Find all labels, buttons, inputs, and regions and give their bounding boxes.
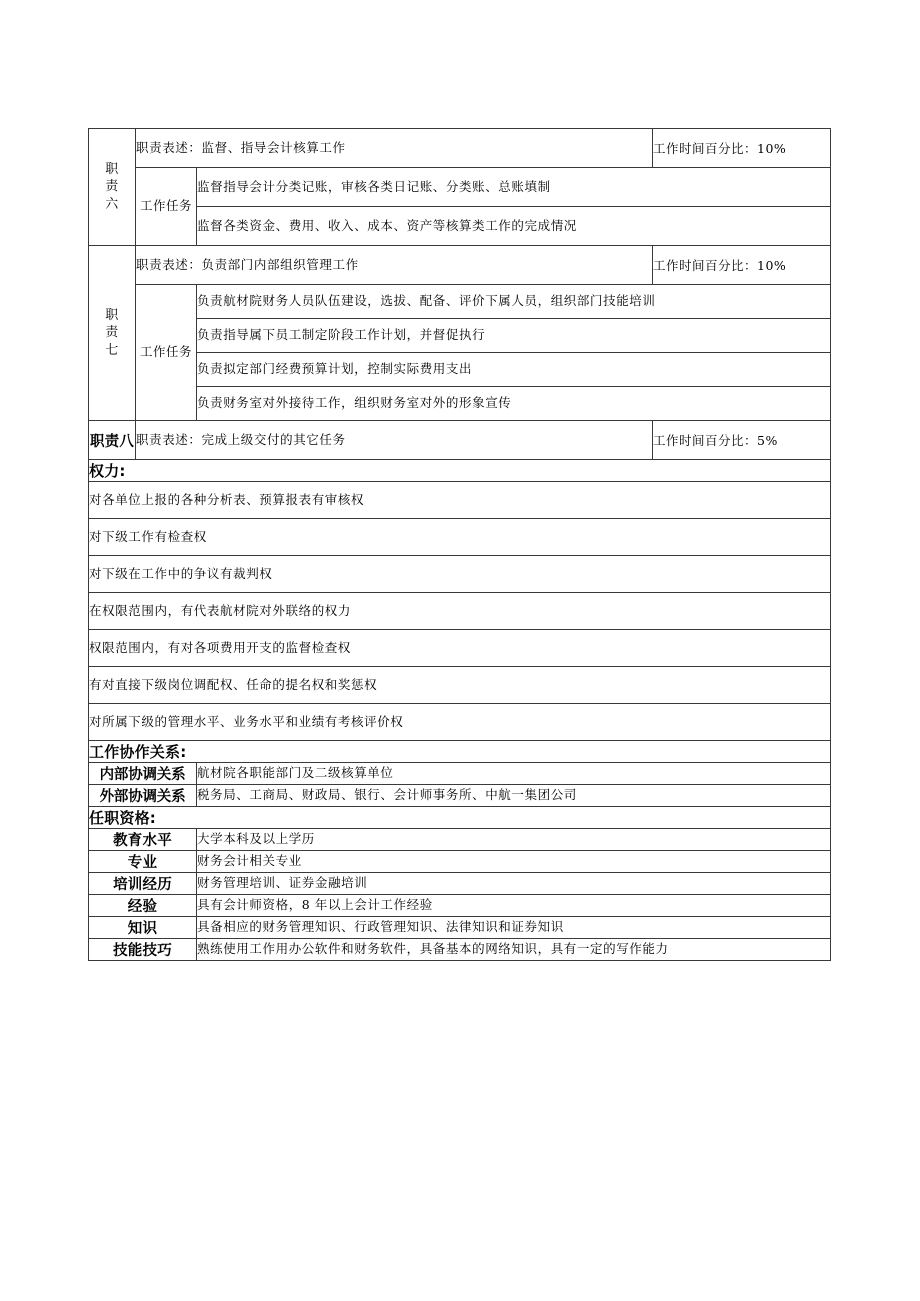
cooperation-row [89,763,831,785]
duty-seven-task-2: 负责指导属下员工制定阶段工作计划，并督促执行 [197,319,831,353]
duty-seven-tasks-label: 工作任务 [136,285,197,421]
duty-label-seven: 职 责 七 [89,246,136,421]
qualification-value-training: 财务管理培训、证券金融培训 [197,873,831,895]
duty-seven-statement: 职责表述：负责部门内部组织管理工作 [136,246,653,285]
document-page [88,128,830,961]
internal-coordination-value: 航材院各职能部门及二级核算单位 [197,763,831,785]
qualification-row [89,873,831,895]
external-coordination-value: 税务局、工商局、财政局、银行、会计师事务所、中航一集团公司 [197,785,831,807]
authority-heading: 权力: [89,460,831,482]
duty-task-row [89,319,831,353]
duty-statement-row [89,129,831,168]
duty-six-time-percent: 工作时间百分比：10% [653,129,831,168]
authority-item: 有对直接下级岗位调配权、任命的提名权和奖惩权 [89,667,831,704]
qualification-label-knowledge: 知识 [89,917,197,939]
duty-task-row [89,353,831,387]
qualification-value-major: 财务会计相关专业 [197,851,831,873]
cooperation-row [89,785,831,807]
duty-label-eight: 职责八 [89,421,136,460]
duty-eight-time-percent: 工作时间百分比：5% [653,421,831,460]
authority-item: 对所属下级的管理水平、业务水平和业绩有考核评价权 [89,704,831,741]
duty-seven-task-4: 负责财务室对外接待工作，组织财务室对外的形象宣传 [197,387,831,421]
authority-item-row [89,704,831,741]
qualification-row [89,917,831,939]
authority-item-row [89,593,831,630]
qualification-value-skills: 熟练使用工作用办公软件和财务软件，具备基本的网络知识，具有一定的写作能力 [197,939,831,961]
duty-seven-task-1: 负责航材院财务人员队伍建设，选拔、配备、评价下属人员，组织部门技能培训 [197,285,831,319]
qualifications-heading: 任职资格: [89,807,831,829]
qualification-label-skills: 技能技巧 [89,939,197,961]
duty-task-row [89,207,831,246]
duty-statement-row [89,246,831,285]
qualification-row [89,851,831,873]
authority-item-row [89,667,831,704]
cooperation-heading-row [89,741,831,763]
qualification-label-training: 培训经历 [89,873,197,895]
job-description-table [88,128,831,961]
internal-coordination-label: 内部协调关系 [89,763,197,785]
cooperation-heading: 工作协作关系: [89,741,831,763]
duty-label-six: 职 责 六 [89,129,136,246]
duty-eight-statement: 职责表述：完成上级交付的其它任务 [136,421,653,460]
qualification-label-experience: 经验 [89,895,197,917]
qualification-row [89,939,831,961]
authority-item-row [89,630,831,667]
external-coordination-label: 外部协调关系 [89,785,197,807]
duty-task-row [89,285,831,319]
qualification-value-education: 大学本科及以上学历 [197,829,831,851]
authority-heading-row [89,460,831,482]
duty-task-row [89,387,831,421]
qualification-row [89,895,831,917]
authority-item-row [89,519,831,556]
authority-item: 对下级工作有检查权 [89,519,831,556]
qualification-label-major: 专业 [89,851,197,873]
qualification-row [89,829,831,851]
duty-seven-task-3: 负责拟定部门经费预算计划，控制实际费用支出 [197,353,831,387]
authority-item-row [89,556,831,593]
authority-item: 权限范围内，有对各项费用开支的监督检查权 [89,630,831,667]
authority-item-row [89,482,831,519]
qualification-label-education: 教育水平 [89,829,197,851]
qualification-value-knowledge: 具备相应的财务管理知识、行政管理知识、法律知识和证券知识 [197,917,831,939]
authority-item: 对下级在工作中的争议有裁判权 [89,556,831,593]
authority-item: 在权限范围内，有代表航材院对外联络的权力 [89,593,831,630]
duty-seven-time-percent: 工作时间百分比：10% [653,246,831,285]
duty-task-row [89,168,831,207]
duty-six-task-2: 监督各类资金、费用、收入、成本、资产等核算类工作的完成情况 [197,207,831,246]
qualification-value-experience: 具有会计师资格，8 年以上会计工作经验 [197,895,831,917]
qualifications-heading-row [89,807,831,829]
authority-item: 对各单位上报的各种分析表、预算报表有审核权 [89,482,831,519]
duty-six-task-1: 监督指导会计分类记账，审核各类日记账、分类账、总账填制 [197,168,831,207]
duty-six-tasks-label: 工作任务 [136,168,197,246]
duty-eight-row [89,421,831,460]
duty-six-statement: 职责表述：监督、指导会计核算工作 [136,129,653,168]
